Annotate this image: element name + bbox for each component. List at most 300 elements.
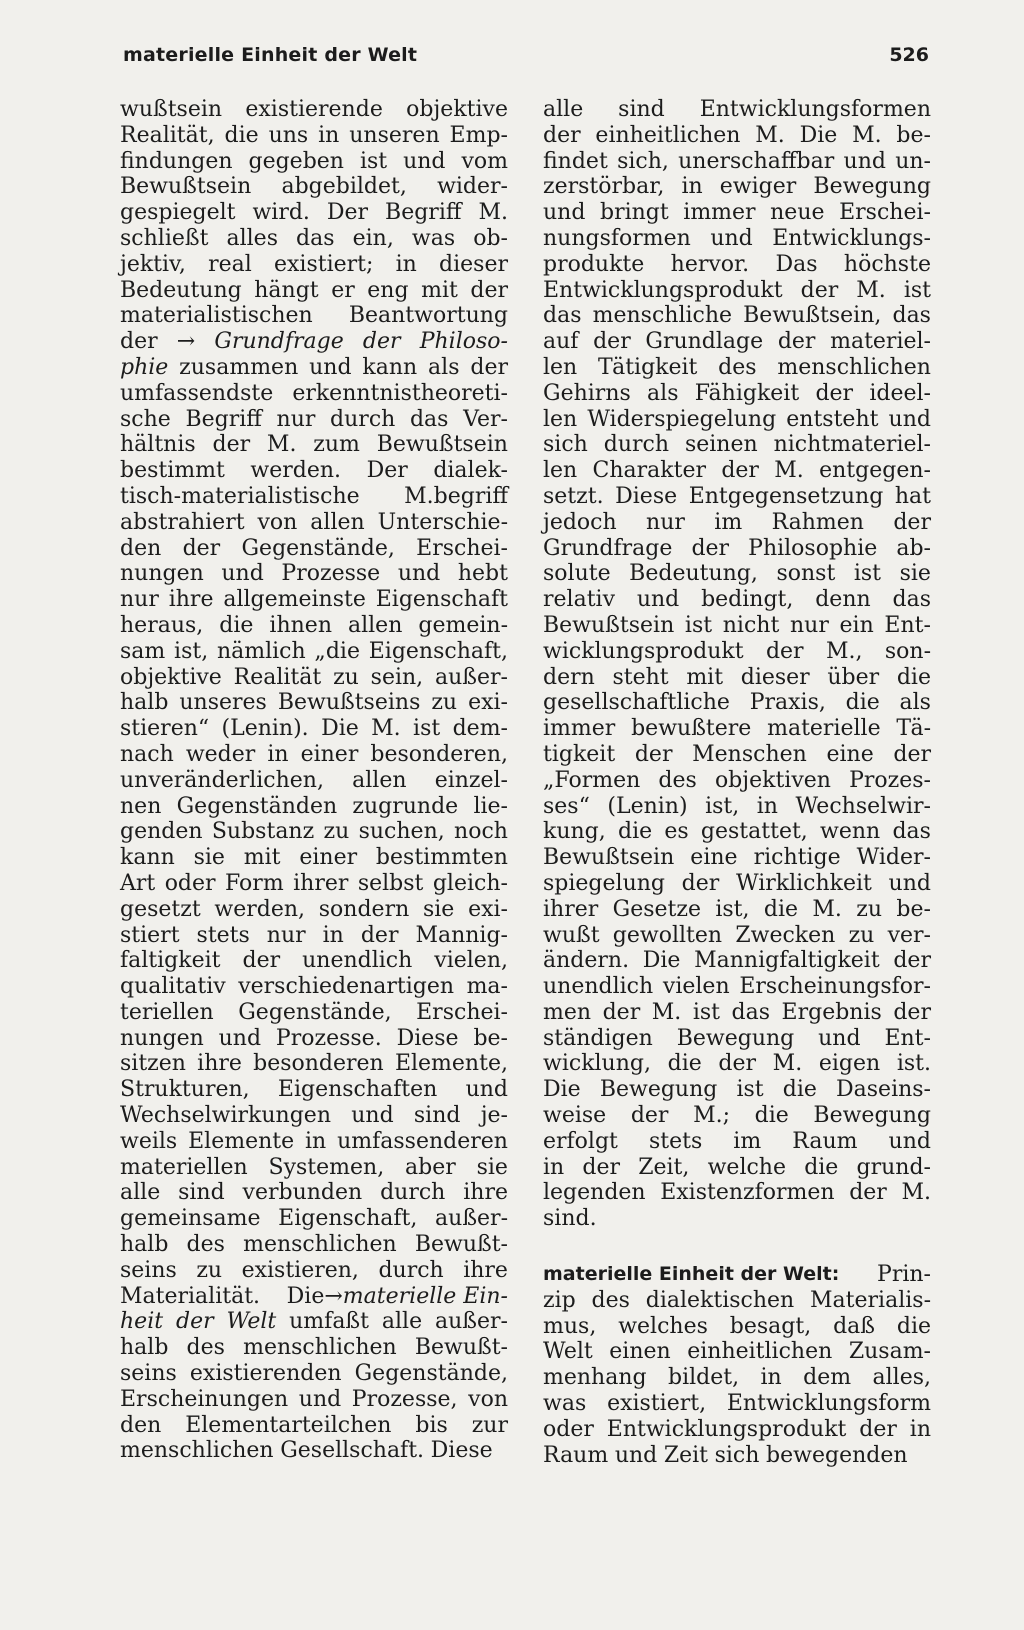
word: nungen	[120, 1025, 204, 1051]
word: ständigen	[543, 1025, 653, 1051]
word: zusammen	[179, 354, 299, 380]
word: aber	[405, 1154, 456, 1180]
word: Erschei-	[839, 200, 931, 226]
word: ist	[903, 277, 931, 303]
word: schließt	[120, 225, 209, 251]
word: unendlich	[302, 948, 413, 974]
word: welches	[618, 1313, 708, 1339]
word: Realität,	[120, 122, 215, 148]
word: der	[859, 1416, 897, 1442]
word: nur	[266, 922, 306, 948]
word: ist	[853, 561, 882, 587]
word: richtige	[753, 845, 841, 871]
word: zum	[313, 432, 360, 458]
word: tisch-materialistische	[120, 483, 360, 509]
word: eng	[367, 277, 409, 303]
word: Bewußtsein	[376, 432, 508, 458]
word: wicklung,	[543, 1051, 651, 1077]
word: alles	[226, 225, 278, 251]
word: ist	[736, 1077, 764, 1103]
text-line	[120, 97, 508, 123]
word: Fähigkeit	[694, 380, 800, 406]
word: hältnis	[120, 432, 196, 458]
text-line	[120, 742, 508, 768]
word: gesetzt	[120, 896, 201, 922]
text-line	[120, 458, 508, 484]
word: alle	[381, 1309, 423, 1335]
word: vielen,	[434, 948, 508, 974]
word: des	[591, 1287, 630, 1313]
word: vielen	[662, 974, 730, 1000]
word: die	[845, 690, 880, 716]
word: Entgegensetzung	[688, 483, 884, 509]
word: heraus,	[120, 612, 204, 638]
text-line	[543, 897, 931, 923]
text-line	[543, 97, 931, 123]
word: der	[470, 354, 508, 380]
word: sie	[193, 845, 225, 871]
word: materielle	[767, 716, 881, 742]
word: vom	[461, 148, 508, 174]
word: Erschei-	[416, 999, 508, 1025]
text-line	[120, 252, 508, 278]
word: be-	[473, 1025, 508, 1051]
word: zerstörbar,	[543, 174, 665, 200]
word: lie-	[473, 793, 508, 819]
word: zu	[333, 664, 359, 690]
word: dieser	[740, 664, 810, 690]
word: Entwicklungsform	[726, 1391, 931, 1417]
word: Ergebnis	[781, 999, 882, 1025]
word: Zeit,	[638, 1154, 690, 1180]
word: Materialis-	[810, 1287, 931, 1313]
text-line	[543, 923, 931, 949]
word: Begriff	[185, 406, 262, 432]
text-line	[120, 123, 508, 149]
word: weder	[185, 741, 256, 767]
word: Gesetze	[612, 896, 701, 922]
word: abgebildet,	[281, 174, 407, 200]
word: Bewegung	[813, 174, 931, 200]
word: in	[543, 1154, 565, 1180]
word: und	[888, 1128, 931, 1154]
word: nungen	[120, 561, 204, 587]
word: ihre	[463, 1257, 508, 1283]
word: des	[186, 1232, 225, 1258]
text-line	[120, 536, 508, 562]
word: findungen	[120, 148, 233, 174]
word: Entwicklungs-	[772, 225, 931, 251]
word: ab-	[896, 535, 931, 561]
word: Gesellschaft.	[280, 1438, 425, 1464]
word: daß	[833, 1313, 875, 1339]
text-line	[543, 226, 931, 252]
text-line	[543, 1417, 931, 1443]
word: M.	[812, 896, 842, 922]
word: unveränderlichen,	[120, 767, 324, 793]
text-line	[120, 1180, 508, 1206]
word: Zwecken	[735, 922, 836, 948]
text-line	[543, 252, 931, 278]
word: mit	[421, 277, 458, 303]
word: M.	[266, 432, 297, 458]
page-number: 526	[889, 44, 929, 66]
word: der	[593, 329, 631, 355]
word: Realität	[233, 664, 322, 690]
word: erkenntnistheoreti-	[292, 380, 508, 406]
word: alle	[120, 1180, 161, 1206]
word: der	[362, 329, 401, 355]
text-line	[543, 665, 931, 691]
word: dialek-	[433, 458, 508, 484]
word: Grundlage	[645, 329, 764, 355]
text-line	[120, 665, 508, 691]
word: Bewußtsein	[543, 845, 675, 871]
word: auf	[543, 329, 579, 355]
word: der	[681, 870, 720, 896]
word: sie	[422, 896, 455, 922]
word: oder	[164, 870, 216, 896]
word: sitzen	[120, 1051, 186, 1077]
word: len	[543, 458, 578, 484]
word: objektiven	[714, 767, 831, 793]
word: Elemente	[188, 1128, 295, 1154]
word: des	[186, 1335, 225, 1361]
word: materiellen	[120, 1154, 248, 1180]
right-text-column	[543, 97, 931, 1468]
word: uns	[268, 122, 309, 148]
word: findet	[543, 148, 608, 174]
word: Bewußt-	[414, 1232, 508, 1258]
word: M.	[371, 716, 401, 742]
text-line	[543, 613, 931, 639]
word: erfolgt	[543, 1128, 618, 1154]
word: M.;	[693, 1103, 731, 1129]
word: entsteht	[786, 406, 879, 432]
word: allen	[352, 767, 407, 793]
text-line	[120, 149, 508, 175]
word: mit	[243, 845, 281, 871]
word: hat	[894, 483, 931, 509]
word: das	[731, 999, 771, 1025]
word: als	[647, 380, 679, 406]
text-line	[543, 587, 931, 613]
word: Mannig-	[415, 922, 508, 948]
word: besonderen,	[370, 741, 508, 767]
word: kann	[362, 354, 418, 380]
word: gewollten	[612, 922, 723, 948]
word: existieren,	[241, 1257, 359, 1283]
text-line	[120, 381, 508, 407]
word: sind	[178, 1180, 225, 1206]
word: umfassenderen	[337, 1128, 508, 1154]
word: seins	[120, 1257, 177, 1283]
word: ver-	[887, 922, 931, 948]
word: heit	[120, 1309, 164, 1335]
word: der	[582, 1154, 621, 1180]
word: oder	[543, 1416, 594, 1442]
word: Welt	[226, 1309, 277, 1335]
text-line	[120, 329, 508, 355]
word: Beantwortung	[348, 303, 508, 329]
word: Tä-	[896, 716, 931, 742]
word: Grundfrage	[214, 329, 344, 355]
word: M.	[852, 122, 882, 148]
word: Bewußtseins	[277, 690, 421, 716]
word: bestimmt	[120, 458, 225, 484]
word: ist	[413, 716, 441, 742]
word: real	[208, 251, 252, 277]
word: Der	[326, 200, 369, 226]
word: ihnen	[269, 612, 332, 638]
word: stets	[648, 1128, 703, 1154]
word: teriellen	[120, 999, 214, 1025]
word: dialektischen	[645, 1287, 795, 1313]
word: ist,	[715, 896, 750, 922]
word: Die	[799, 122, 838, 148]
text-line	[120, 974, 508, 1000]
word: ewiger	[719, 174, 797, 200]
text-line	[120, 768, 508, 794]
word	[287, 1284, 508, 1310]
text-line	[543, 329, 931, 355]
word: halb	[120, 1232, 169, 1258]
word: M.	[478, 200, 508, 226]
text-line	[120, 819, 508, 845]
word: zu	[848, 922, 875, 948]
word: von	[257, 509, 298, 535]
word: Die	[321, 716, 359, 742]
text-line	[543, 690, 931, 716]
word: Grundfrage	[543, 535, 673, 561]
word: der	[634, 741, 673, 767]
word: Welt	[543, 1339, 593, 1365]
word: Existenzformen	[660, 1180, 835, 1206]
text-line	[543, 1180, 931, 1206]
word: allen	[347, 612, 403, 638]
word: Gegenstände,	[238, 999, 392, 1025]
word: son-	[884, 638, 931, 664]
word: höchste	[843, 251, 931, 277]
word: ma-	[466, 974, 508, 1000]
word: umfaßt	[289, 1309, 369, 1335]
word: kung,	[543, 819, 606, 845]
word: Raum	[543, 1442, 609, 1468]
word: suchen,	[358, 819, 445, 845]
word: als	[899, 690, 931, 716]
word: materiel-	[830, 329, 931, 355]
word: sondern	[318, 896, 410, 922]
text-line	[120, 1206, 508, 1232]
word: sich,	[617, 148, 669, 174]
word: ihre	[168, 587, 214, 613]
cross-reference: materielle Ein-	[342, 1283, 508, 1309]
word: Ver-	[463, 406, 508, 432]
word: sche	[120, 406, 171, 432]
word: solute	[543, 561, 611, 587]
word: sich	[543, 432, 588, 458]
word: zu	[856, 896, 883, 922]
text-line	[120, 1413, 508, 1439]
word: M.	[856, 277, 886, 303]
word: eigen	[818, 1051, 881, 1077]
word: Gegenständen	[176, 793, 338, 819]
word: und	[818, 1025, 861, 1051]
word: ändern.	[543, 948, 630, 974]
word: mus,	[543, 1313, 597, 1339]
word: in	[909, 1416, 931, 1442]
word: setzt.	[543, 483, 604, 509]
word: Ent-	[884, 612, 931, 638]
word: exi-	[468, 896, 508, 922]
word: durch	[603, 432, 670, 458]
text-line	[120, 897, 508, 923]
text-line	[543, 819, 931, 845]
word: ideel-	[869, 380, 931, 406]
word: wicklungsprodukt	[543, 638, 744, 664]
word: unendlich	[543, 974, 654, 1000]
text-line	[543, 278, 931, 304]
word: entgegen-	[819, 458, 931, 484]
word: tigkeit	[543, 741, 616, 767]
word: M.	[755, 122, 785, 148]
text-line	[543, 1026, 931, 1052]
word: Der	[366, 458, 408, 484]
word: Die	[543, 1077, 581, 1103]
text-line	[120, 1387, 508, 1413]
word: existiert,	[607, 1391, 707, 1417]
text-line	[120, 716, 508, 742]
word: das	[409, 406, 449, 432]
word: die	[782, 1077, 817, 1103]
word: Entwicklungsformen	[699, 97, 931, 122]
word: Prozesse	[281, 561, 381, 587]
word: der	[893, 741, 931, 767]
word: den	[120, 1412, 162, 1438]
word: der	[893, 948, 931, 974]
text-line	[120, 871, 508, 897]
word: M.	[901, 1180, 931, 1206]
word: Philoso-	[419, 329, 508, 355]
word: Die→	[286, 1283, 343, 1309]
word: immer	[543, 716, 616, 742]
word: Rahmen	[771, 509, 864, 535]
word: Zusam-	[848, 1339, 931, 1365]
word: len	[543, 406, 578, 432]
word: Bewegung	[599, 1077, 718, 1103]
text-line	[543, 510, 931, 536]
word: ihre	[197, 1051, 242, 1077]
word: jedoch	[543, 509, 617, 535]
text-line	[120, 1232, 508, 1258]
text-line	[120, 923, 508, 949]
word: die	[617, 819, 653, 845]
word: ihrer	[543, 896, 599, 922]
text-line	[543, 1051, 931, 1077]
word: wußt	[543, 922, 600, 948]
word: das	[892, 587, 931, 613]
text-line	[120, 1077, 508, 1103]
word: len	[543, 354, 578, 380]
word: hebt	[457, 561, 508, 587]
word: materialistischen	[120, 303, 313, 329]
word: nicht	[722, 612, 780, 638]
word: gestattet,	[700, 819, 808, 845]
word: der	[721, 458, 759, 484]
word: der	[800, 277, 839, 303]
word: bewegenden	[766, 1442, 908, 1468]
word: ses“	[543, 793, 590, 819]
word: nungsformen	[543, 225, 691, 251]
word: exi-	[468, 690, 508, 716]
word: grund-	[856, 1154, 931, 1180]
word: gespiegelt	[120, 200, 236, 226]
word: Charakter	[592, 458, 707, 484]
word: ihre	[463, 1180, 508, 1206]
text-line	[120, 200, 508, 226]
word: zip	[543, 1287, 576, 1313]
text-line	[543, 1391, 931, 1417]
word: stieren“	[120, 716, 210, 742]
text-line	[120, 1284, 508, 1310]
word: Bewußt-	[414, 1335, 508, 1361]
word: Bewegung	[813, 1103, 931, 1129]
text-line	[543, 432, 931, 458]
word: weils	[120, 1128, 178, 1154]
word: Das	[775, 251, 818, 277]
word: der	[120, 329, 158, 355]
word: be-	[896, 896, 931, 922]
word: Raum	[792, 1128, 858, 1154]
word: genden	[120, 819, 203, 845]
word: sonst	[776, 561, 836, 587]
word: einzel-	[434, 767, 508, 793]
word: und	[710, 225, 753, 251]
word: zu	[323, 819, 350, 845]
word: menschlichen	[777, 354, 931, 380]
word: gesellschaftliche	[543, 690, 730, 716]
word: seins	[120, 1361, 177, 1387]
word: Bewußtsein	[543, 612, 675, 638]
word: der	[212, 432, 251, 458]
word: das	[296, 225, 335, 251]
word: neue	[770, 200, 825, 226]
word: unerschaffbar	[678, 148, 835, 174]
word: in	[395, 251, 417, 277]
word: nen	[120, 793, 162, 819]
word: Diese	[615, 483, 678, 509]
word: der	[765, 638, 804, 664]
word: und	[298, 1386, 342, 1412]
word: Prozes-	[849, 767, 931, 793]
word: den	[120, 535, 162, 561]
text-line	[543, 845, 931, 871]
word: von	[468, 1386, 508, 1412]
word: hängt	[254, 277, 319, 303]
word: außer-	[435, 664, 508, 690]
word: bringt	[599, 200, 669, 226]
word: alle	[543, 97, 584, 122]
word: →	[176, 329, 196, 355]
word: eine	[690, 845, 738, 871]
entry-headword: materielle Einheit der Welt:	[543, 1263, 840, 1286]
word: der	[893, 999, 931, 1025]
text-line	[543, 768, 931, 794]
word: Diese	[396, 1025, 459, 1051]
word: Prin-	[877, 1262, 931, 1288]
word: der	[777, 329, 816, 355]
text-line	[120, 587, 508, 613]
